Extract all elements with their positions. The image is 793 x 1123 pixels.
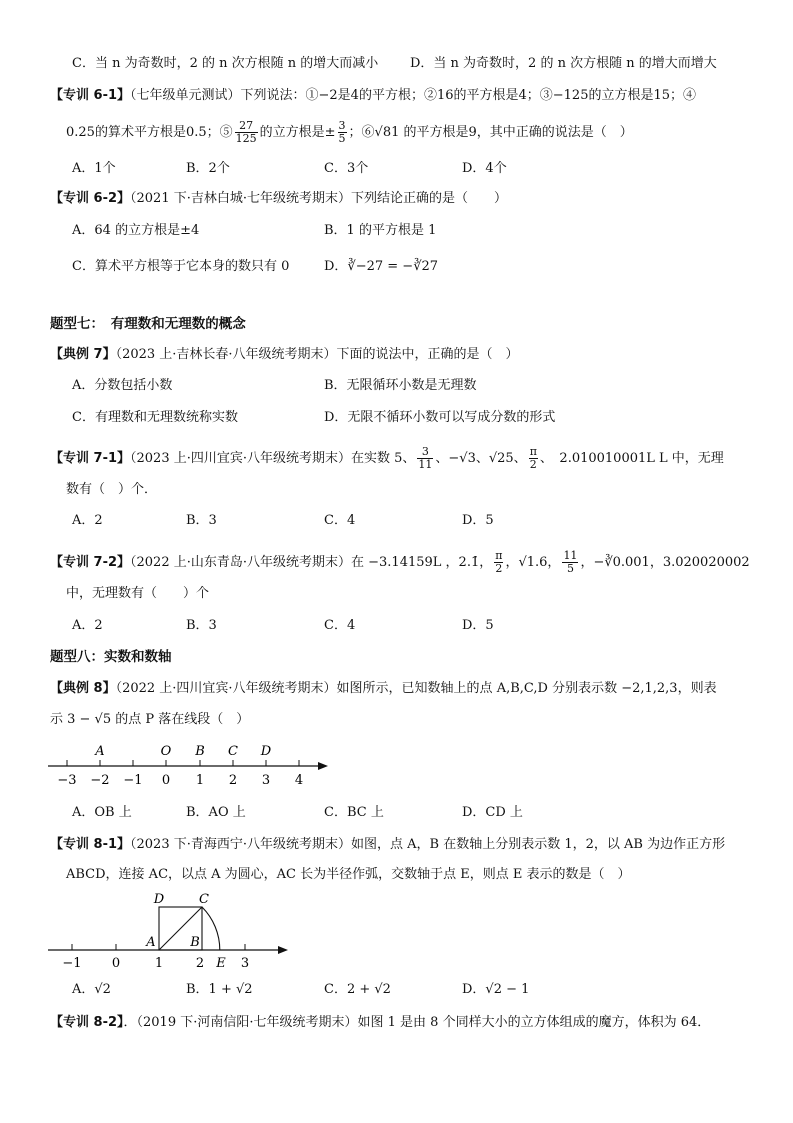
point-label-o: O	[160, 744, 172, 759]
text-segment: 、 2.010010001L L 中，无理	[539, 451, 724, 466]
option-d: D．√2 − 1	[462, 982, 530, 997]
point-label-b: B	[190, 935, 200, 950]
fraction-numerator: π	[495, 549, 503, 562]
question-d7-line1	[50, 346, 519, 364]
fraction-numerator: 11	[563, 549, 578, 562]
question-d8-line1	[50, 680, 717, 698]
tick-label: 3	[240, 956, 250, 971]
text-segment: （2023 上·四川宜宾·八年级统考期末）在实数 5、	[130, 451, 416, 466]
tick-label: 0	[111, 956, 121, 971]
fraction	[417, 446, 433, 471]
point-label-c: C	[199, 892, 209, 907]
tick-label: −1	[123, 773, 143, 788]
fraction-numerator: 3	[338, 119, 346, 132]
tick-label: −3	[57, 773, 77, 788]
option-a: A．分数包括小数	[72, 378, 173, 393]
point-label-a: A	[95, 744, 105, 759]
question-7-2-line1	[50, 550, 750, 575]
fraction	[235, 120, 258, 145]
point-label-a: A	[146, 935, 156, 950]
question-8-1-line1	[50, 836, 725, 854]
option-d: D．当 n 为奇数时，2 的 n 次方根随 n 的增大而增大	[410, 56, 717, 71]
question-text: （2023 下·青海西宁·八年级统考期末）如图，点 A，B 在数轴上分别表示数 1，2，以 AB 为边作正方形	[130, 837, 726, 852]
question-tag: 【专训 8-2】	[50, 1015, 124, 1030]
arc-ce	[202, 907, 220, 950]
question-6-1-line1	[50, 87, 696, 105]
question-tag: 【专训 7-1】	[50, 451, 131, 466]
option-a: A．OB 上	[72, 805, 132, 820]
option-a: A．1个	[72, 161, 116, 176]
tick-label: 1	[154, 956, 164, 971]
question-text: （2021 下·吉林白城·七年级统考期末）下列结论正确的是（ ）	[130, 191, 507, 206]
option-c: C．4	[324, 513, 356, 528]
point-label-d: D	[153, 892, 165, 907]
option-b: B．AO 上	[186, 805, 246, 820]
option-c: C．4	[324, 618, 356, 633]
fraction-denominator: 5	[566, 562, 574, 575]
fraction-numerator: 27	[235, 120, 258, 133]
tick-label: 1	[195, 773, 205, 788]
tick-label: 3	[261, 773, 271, 788]
option-d: D．4个	[462, 161, 507, 176]
point-label-d: D	[260, 744, 272, 759]
option-c: C．算术平方根等于它本身的数只有 0	[72, 259, 290, 274]
text-segment: ，−∛0.001，3.020020002	[580, 555, 750, 570]
text-segment: 0.25的算术平方根是0.5；⑤	[66, 125, 233, 140]
question-8-2-line1	[50, 1014, 710, 1032]
question-text: （2022 上·四川宜宾·八年级统考期末）如图所示，已知数轴上的点 A,B,C,D 分别表示数 −2,1,2,3，则表	[115, 681, 717, 696]
option-b: B．无限循环小数是无理数	[324, 378, 477, 393]
question-tag: 【专训 8-1】	[50, 837, 131, 852]
tick-marks	[67, 760, 299, 766]
question-7-1-line2: 数有（ ）个．	[66, 482, 158, 497]
option-a: A．2	[72, 513, 103, 528]
text-segment: ，√1.6，	[505, 555, 561, 570]
text-segment: ；⑥√81 的平方根是9，其中正确的说法是（ ）	[348, 125, 633, 140]
question-text: （七年级单元测试）下列说法：①−2是4的平方根；②16的平方根是4；③−125的立方根是15；④	[130, 88, 697, 103]
point-label-b: B	[195, 744, 205, 759]
arrow-head	[278, 946, 288, 954]
question-tag: 【专训 6-2】	[50, 191, 131, 206]
option-d: D．无限不循环小数可以写成分数的形式	[324, 410, 556, 425]
point-label-e: E	[216, 956, 226, 971]
question-text: （2023 上·吉林长春·八年级统考期末）下面的说法中，正确的是（ ）	[115, 347, 519, 362]
section-title: 题型八：实数和数轴	[50, 649, 172, 665]
option-d: D．∛−27 = −∛27	[324, 259, 439, 274]
option-c: C．有理数和无理数统称实数	[72, 410, 238, 425]
text-segment: （2022 上·山东青岛·八年级统考期末）在 −3.14159L ，2.1̇，	[130, 555, 493, 570]
option-b: B．3	[186, 513, 217, 528]
question-7-1-line1	[50, 446, 724, 471]
fraction-denominator: 11	[418, 458, 433, 471]
question-tag: 【专训 7-2】	[50, 555, 131, 570]
fraction-denominator: 125	[235, 132, 257, 145]
option-b: B．1 的平方根是 1	[324, 223, 437, 238]
option-b: B．1 + √2	[186, 982, 253, 997]
tick-label: 0	[161, 773, 171, 788]
text-segment: 的立方根是±	[259, 125, 336, 140]
tick-label: −2	[90, 773, 110, 788]
fraction-denominator: 5	[338, 132, 346, 145]
option-d: D．5	[462, 618, 494, 633]
square-arc-figure	[40, 888, 300, 972]
fraction-numerator: π	[529, 445, 537, 458]
option-a: A．√2	[72, 982, 111, 997]
option-a: A．64 的立方根是±4	[72, 223, 200, 238]
question-d8-line2: 示 3 − √5 的点 P 落在线段（ ）	[50, 712, 250, 727]
option-c: C．2 + √2	[324, 982, 391, 997]
fraction	[338, 120, 347, 145]
fraction	[494, 550, 503, 575]
option-d: D．5	[462, 513, 494, 528]
question-tag: 【专训 6-1】	[50, 88, 131, 103]
tick-label: 2	[228, 773, 238, 788]
question-6-2-line1	[50, 190, 507, 208]
question-text: ．（2019 下·河南信阳·七年级统考期末）如图 1 是由 8 个同样大小的立方体组成的魔方，体积为 64．	[123, 1015, 711, 1030]
fraction	[529, 446, 538, 471]
arrow-head	[318, 762, 328, 770]
number-line-figure	[40, 738, 340, 788]
option-c: C．BC 上	[324, 805, 384, 820]
tick-label: 2	[195, 956, 205, 971]
question-8-1-line2: ABCD，连接 AC，以点 A 为圆心，AC 长为半径作弧，交数轴于点 E，则点 E 表示的数是（ ）	[66, 867, 631, 882]
option-d: D．CD 上	[462, 805, 523, 820]
fraction-denominator: 2	[529, 458, 537, 471]
section-title: 题型七： 有理数和无理数的概念	[50, 316, 246, 332]
option-c: C．3个	[324, 161, 369, 176]
tick-label: −1	[62, 956, 82, 971]
fraction-denominator: 2	[495, 562, 503, 575]
question-tag: 【典例 7】	[50, 347, 116, 362]
option-a: A．2	[72, 618, 103, 633]
question-7-2-line2: 中，无理数有（ ）个	[66, 586, 210, 601]
option-b: B．3	[186, 618, 217, 633]
fraction	[562, 550, 578, 575]
tick-label: 4	[294, 773, 304, 788]
text-segment: 、−√3、√25、	[435, 451, 527, 466]
point-label-c: C	[228, 744, 238, 759]
question-tag: 【典例 8】	[50, 681, 116, 696]
option-c: C．当 n 为奇数时，2 的 n 次方根随 n 的增大而减小	[72, 56, 379, 71]
fraction-numerator: 3	[417, 446, 433, 459]
option-b: B．2个	[186, 161, 230, 176]
question-6-1-line2	[66, 120, 633, 145]
